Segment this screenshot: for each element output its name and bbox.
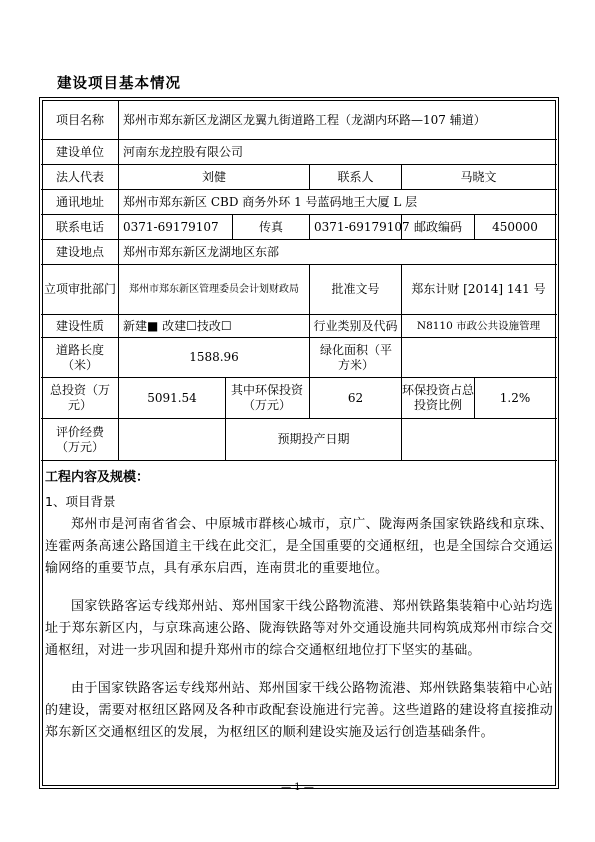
postcode-value: 450000: [492, 219, 538, 234]
road-length-label: 道路长度（米）: [55, 342, 104, 372]
location-label: 建设地点: [55, 244, 104, 259]
address-label: 通讯地址: [55, 194, 104, 209]
row-divider: [41, 460, 557, 461]
location-value: 郑州市郑东新区龙湖地区东部: [123, 244, 280, 259]
project-name-value: 郑州市郑东新区龙湖区龙翼九街道路工程（龙湖内环路—107 辅道）: [123, 112, 486, 127]
start-date-value: [402, 419, 555, 460]
contact-value: 马晓文: [460, 169, 497, 184]
invest-ratio-value: 1.2%: [499, 390, 531, 405]
paragraph: 郑州市是河南省省会、中原城市群核心城市，京广、陇海两条国家铁路线和京珠、连霍两条高速公路国道主干线在此交汇，是全国重要的交通枢纽，也是全国综合交通运输网络的重要节点，具有承东启西，连南贯北的重要地位。: [45, 517, 553, 576]
legal-rep-value: 刘健: [201, 169, 226, 184]
total-invest-value: 5091.54: [147, 390, 197, 405]
env-invest-value: 62: [347, 390, 364, 405]
env-invest-label: 其中环保投资（万元）: [230, 383, 303, 412]
address-value: 郑州市郑东新区 CBD 商务外环 1 号蓝码地王大厦 L 层: [123, 194, 418, 209]
invest-ratio-label: 环保投资占总投资比例: [402, 383, 475, 412]
project-name-label: 项目名称: [55, 112, 104, 127]
approval-dept-label: 立项审批部门: [43, 282, 116, 296]
approval-dept-value: 郑州市郑东新区管理委员会计划财政局: [129, 283, 299, 295]
nature-label: 建设性质: [55, 318, 104, 333]
fax-value: 0371-69179107: [314, 219, 410, 234]
fax-label: 传真: [258, 219, 283, 234]
contact-label: 联系人: [337, 169, 374, 184]
postcode-label: 邮政编码: [413, 219, 462, 234]
approval-no-label: 批准文号: [331, 282, 380, 296]
paragraph: 由于国家铁路客运专线郑州站、郑州国家干线公路物流港、郑州铁路集装箱中心站的建设，需要对枢纽区路网及各种市政配套设施进行完善。这些道路的建设将直接推动郑东新区交通枢纽区的发展，为枢纽区的顺利建设实施及运行创造基础条件。: [45, 681, 553, 740]
green-area-value: [402, 338, 555, 377]
legal-rep-label: 法人代表: [55, 169, 104, 184]
unit-value: 河南东龙控股有限公司: [123, 144, 244, 159]
page-title: 建设项目基本情况: [57, 76, 181, 92]
page-number: — 1 —: [281, 782, 314, 793]
unit-label: 建设单位: [55, 144, 104, 159]
eval-fee-label: 评价经费（万元）: [55, 424, 104, 454]
approval-no-value: 郑东计财 [2014] 141 号: [411, 282, 546, 296]
road-length-value: 1588.96: [189, 350, 239, 364]
section-title: 工程内容及规模：: [45, 470, 150, 485]
eval-fee-value: [119, 419, 225, 460]
start-date-label: 预期投产日期: [277, 432, 350, 446]
phone-label: 联系电话: [55, 219, 104, 234]
paragraph: 国家铁路客运专线郑州站、郑州国家干线公路物流港、郑州铁路集装箱中心站均选址于郑东新区内，与京珠高速公路、陇海铁路等对外交通设施共同构筑成郑州市综合交通枢纽，对进一步巩固和提升郑州市的综合交通枢纽地位打下坚实的基础。: [45, 599, 553, 658]
col-divider: [225, 377, 226, 418]
subsection-title: 1、项目背景: [45, 494, 116, 509]
nature-value: 新建■ 改建☐技改☐: [123, 318, 232, 333]
industry-label: 行业类别及代码: [313, 318, 398, 333]
phone-value: 0371-69179107: [123, 219, 219, 234]
green-area-label: 绿化面积（平方米）: [319, 342, 392, 372]
total-invest-label: 总投资（万元）: [49, 383, 110, 412]
industry-value: N8110 市政公共设施管理: [416, 319, 541, 332]
